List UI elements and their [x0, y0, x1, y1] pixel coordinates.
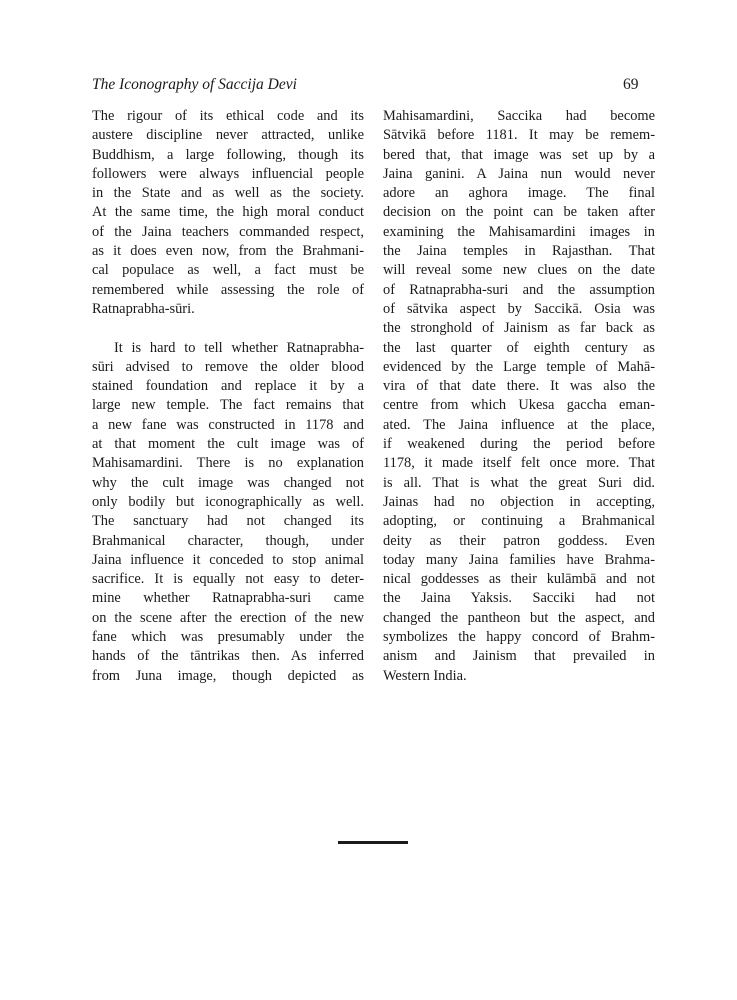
text-line: stained foundation and replace it by a [92, 378, 364, 395]
text-line: Sātvikā before 1181. It may be remem- [383, 127, 655, 144]
text-line: austere discipline never attracted, unlike [92, 127, 364, 144]
text-line: the Jaina Yaksis. Sacciki had not [383, 590, 655, 607]
text-line: Jaina influence it conceded to stop animal [92, 551, 364, 568]
text-line: symbolizes the happy concord of Brahm- [383, 629, 655, 646]
text-line: sacrifice. It is equally not easy to deter- [92, 571, 364, 588]
text-line: Ratnaprabha-sūri. [92, 300, 195, 317]
text-line: changed the pantheon but the aspect, and [383, 609, 655, 626]
text-line: examining the Mahisamardini images in [383, 223, 655, 240]
text-line: only bodily but iconographically as well. [92, 493, 364, 510]
text-line: on the scene after the erection of the new [92, 609, 364, 626]
text-line: nical goddesses as their kulāmbā and not [383, 571, 655, 588]
text-line: 1178, it made itself felt once more. That [383, 455, 655, 472]
text-line: the last quarter of eighth century as [383, 339, 655, 356]
text-line: vira of that date there. It was also the [383, 378, 655, 395]
text-line: deity as their patron goddess. Even [383, 532, 655, 549]
text-line: if weakened during the period before [383, 436, 655, 453]
text-line: The sanctuary had not changed its [92, 513, 364, 530]
text-line: adopting, or continuing a Brahmanical [383, 513, 655, 530]
text-line: sūri advised to remove the older blood [92, 358, 364, 375]
text-line: in the State and as well as the society. [92, 185, 364, 202]
text-line: cal populace as well, a fact must be [92, 262, 364, 279]
text-line: as it does even now, from the Brahmani- [92, 243, 364, 260]
text-line: evidenced by the Large temple of Mahā- [383, 358, 655, 375]
left-column [92, 107, 364, 686]
text-line: The rigour of its ethical code and its [92, 108, 364, 124]
text-line: fane which was presumably under the [92, 629, 364, 646]
page-number: 69 [623, 76, 639, 93]
text-line: followers were always influencial people [92, 165, 364, 182]
text-line: hands of the tāntrikas then. As inferred [92, 648, 364, 665]
right-column [383, 107, 655, 686]
text-line: of sātvika aspect by Saccikā. Osia was [383, 300, 655, 317]
paragraph [383, 107, 655, 686]
text-line: mine whether Ratnaprabha-suri came [92, 590, 364, 607]
text-line: anism and Jainism that prevailed in [383, 648, 655, 665]
text-line: adore an aghora image. The final [383, 185, 655, 202]
text-line: It is hard to tell whether Ratnaprabha- [114, 339, 364, 356]
text-line: Jainas had no objection in accepting, [383, 493, 655, 510]
text-line: from Juna image, though depicted as [92, 667, 364, 684]
text-line: Brahmanical character, though, under [92, 532, 364, 549]
text-line: a new fane was constructed in 1178 and [92, 416, 364, 433]
text-line: centre from which Ukesa gaccha eman- [383, 397, 655, 414]
running-title: The Iconography of Saccija Devi [92, 76, 297, 93]
text-line: the Jaina temples in Rajasthan. That [383, 243, 655, 260]
text-line: decision on the point can be taken after [383, 204, 655, 221]
text-line: the stronghold of Jainism as far back as [383, 320, 655, 337]
text-line: why the cult image was changed not [92, 474, 364, 491]
text-line: today many Jaina families have Brahma- [383, 551, 655, 568]
text-line: of Ratnaprabha-suri and the assumption [383, 281, 655, 298]
text-line: at that moment the cult image was of [92, 436, 364, 453]
text-line: Western India. [383, 667, 467, 684]
text-line: remembered while assessing the role of [92, 281, 364, 298]
text-line: Mahisamardini. There is no explanation [92, 455, 364, 472]
text-line: is all. That is what the great Suri did. [383, 474, 655, 491]
text-line: At the same time, the high moral conduct [92, 204, 364, 221]
text-line: large new temple. The fact remains that [92, 397, 364, 414]
paragraph [92, 339, 364, 686]
text-line: Buddhism, a large following, though its [92, 146, 364, 163]
end-rule [338, 841, 408, 844]
text-line: Mahisamardini, Saccika had become [383, 108, 655, 124]
text-line: ated. The Jaina influence at the place, [383, 416, 655, 433]
paragraph [92, 107, 364, 319]
text-line: Jaina ganini. A Jaina nun would never [383, 165, 655, 182]
text-line: of the Jaina teachers commanded respect, [92, 223, 364, 240]
text-line: will reveal some new clues on the date [383, 262, 655, 279]
text-line: bered that, that image was set up by a [383, 146, 655, 163]
